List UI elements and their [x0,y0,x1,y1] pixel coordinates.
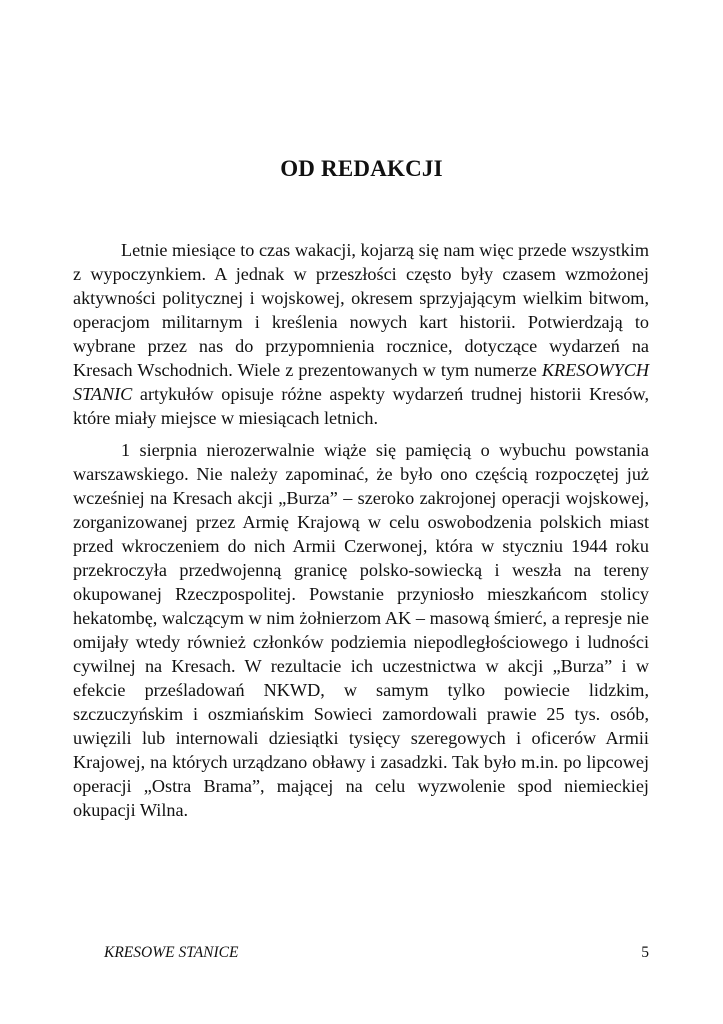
paragraph-1 [73,238,649,430]
paragraph-1-text-start: Letnie miesiące to czas wakacji, kojarzą się nam więc przede wszystkim z wypoczynkiem. A jednak w przeszłości często były czasem wzmożonej aktywności politycznej i wojskowej, okresem sprzyjającym wielkim bitwom, operacjom militarnym i kreślenia nowych kart historii. Potwierdzają to wybrane przez nas do przypomnienia rocznice, dotyczące wydarzeń na Kresach Wschodnich. Wiele z prezentowanych w tym numerze [73,240,649,380]
page-title: OD REDAKCJI [280,156,443,181]
footer-page-number: 5 [641,944,649,961]
article-body [73,238,649,830]
paragraph-1-text-end: artykułów opisuje różne aspekty wydarzeń trudnej historii Kresów, które miały miejsce w miesiącach letnich. [73,384,649,428]
page-footer [104,944,649,962]
paragraph-1-journal-emphasis: KRESOWYCH STANIC [73,360,649,404]
footer-journal-name: KRESOWE STANICE [104,944,239,961]
paragraph-2: 1 sierpnia nierozerwalnie wiąże się pamięcią o wybuchu powstania warszawskiego. Nie należy zapominać, że było ono częścią rozpoczętej już wcześniej na Kresach akcji „Burza” – szeroko zakrojonej operacji wojskowej, zorganizowanej przez Armię Krajową w celu oswobodzenia polskich miast przed wkroczeniem do nich Armii Czerwonej, która w styczniu 1944 roku przekroczyła przedwojenną granicę polsko-sowiecką i weszła na tereny okupowanej Rzeczpospolitej. Powstanie przyniosło mieszkańcom stolicy hekatombę, walczącym w nim żołnierzom AK – masową śmierć, a represje nie omijały wtedy również członków podziemia niepodległościowego i ludności cywilnej na Kresach. W rezultacie ich uczestnictwa w akcji „Burza” i w efekcie prześladowań NKWD, w samym tylko powiecie lidzkim, szczuczyńskim i oszmiańskim Sowieci zamordowali prawie 25 tys. osób, uwięzili lub internowali dziesiątki tysięcy szeregowych i oficerów Armii Krajowej, na których urządzano obławy i zasadzki. Tak było m.in. po lipcowej operacji „Ostra Brama”, mającej na celu wyzwolenie spod niemieckiej okupacji Wilna. [73,440,649,820]
